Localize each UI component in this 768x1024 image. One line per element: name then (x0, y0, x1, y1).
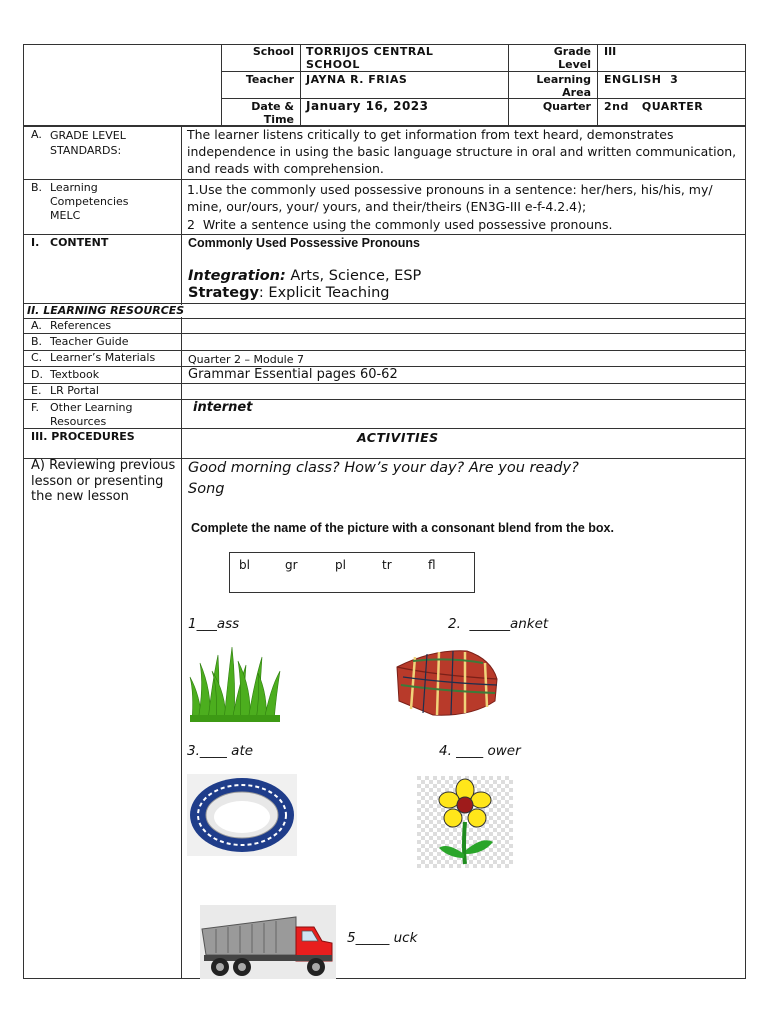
blend-box (229, 552, 475, 593)
content-label: CONTENT (50, 236, 109, 249)
greeting-text: Good morning class? How’s your day? Are you ready? (188, 460, 579, 476)
strategy-line (188, 285, 390, 301)
resource-label-references: References (50, 319, 112, 332)
integration-line (188, 268, 421, 284)
blend-pl: pl (335, 558, 346, 572)
blend-bl: bl (239, 558, 250, 572)
resource-label-teacher-guide: Teacher Guide (50, 335, 129, 348)
date-value: January 16, 2023 (306, 99, 429, 113)
song-text: Song (188, 481, 225, 497)
integration-value: Arts, Science, ESP (285, 268, 422, 284)
resource-letter-f: F. (31, 401, 40, 414)
quarter-label: Quarter (542, 100, 591, 113)
teacher-label: Teacher (245, 73, 294, 86)
competencies-letter: B. (31, 181, 43, 194)
resource-letter-b: B. (31, 335, 43, 348)
competencies-line1: 1.Use the commonly used possessive pronouns in a sentence: her/hers, his/his, my/ mine, our/ours, your/ yours, and their/theirs (EN3G-III e-f-4.2.4); (187, 182, 713, 214)
competencies-line2: 2 Write a sentence using the commonly used possessive pronouns. (187, 217, 613, 232)
resource-value-learners-materials: Quarter 2 – Module 7 (188, 353, 304, 366)
resource-label-lr-portal: LR Portal (50, 384, 99, 397)
grass-picture (188, 643, 283, 723)
instruction-text: Complete the name of the picture with a consonant blend from the box. (191, 521, 614, 535)
flower-picture (417, 776, 513, 868)
plate-picture (187, 774, 297, 856)
school-label: School (252, 45, 294, 58)
item-5-text: 5_____ uck (347, 930, 418, 946)
standards-label: GRADE LEVEL STANDARDS: (50, 129, 126, 157)
quarter-value: 2nd QUARTER (604, 100, 704, 113)
review-label: A) Reviewing previous lesson or presenting the new lesson (31, 458, 176, 504)
grade-value: III (604, 45, 617, 58)
item-3-text: 3.____ ate (187, 743, 254, 759)
resource-value-internet: internet (193, 400, 253, 415)
resource-label-textbook: Textbook (50, 368, 100, 381)
school-value: TORRIJOS CENTRAL SCHOOL (306, 45, 434, 71)
date-label: Date & Time (251, 100, 294, 126)
resource-label-learners-materials: Learner’s Materials (50, 351, 156, 364)
content-letter: I. (31, 236, 40, 249)
blanket-picture (393, 645, 500, 717)
blend-tr: tr (382, 558, 392, 572)
resource-letter-d: D. (31, 368, 43, 381)
integration-label: Integration: (188, 268, 286, 284)
strategy-label: Strategy (188, 285, 259, 301)
area-value: ENGLISH 3 (604, 73, 679, 86)
resources-heading: II. LEARNING RESOURCES (27, 304, 185, 317)
activities-heading: ACTIVITIES (357, 430, 439, 445)
item-2-text: 2. ______anket (448, 616, 549, 632)
truck-picture (200, 905, 336, 979)
strategy-value: : Explicit Teaching (258, 285, 390, 301)
resource-value-textbook: Grammar Essential pages 60-62 (188, 367, 398, 382)
standards-text: The learner listens critically to get information from text heard, demonstrates independence in using the basic language structure in oral and written communication, and reads with comprehension. (187, 127, 737, 176)
teacher-value: JAYNA R. FRIAS (306, 73, 408, 86)
item-4-text: 4. ____ ower (439, 743, 521, 759)
item-1-text: 1___ass (188, 616, 240, 632)
content-title: Commonly Used Possessive Pronouns (188, 236, 421, 250)
area-label: Learning Area (536, 73, 591, 99)
blend-fl: fl (428, 558, 436, 572)
standards-letter: A. (31, 128, 42, 141)
grade-label: Grade Level (553, 45, 591, 71)
competencies-label: Learning Competencies MELC (50, 181, 129, 222)
blend-gr: gr (285, 558, 298, 572)
resource-label-other: Other Learning Resources (50, 401, 133, 428)
resource-letter-e: E. (31, 384, 42, 397)
resource-letter-c: C. (31, 351, 43, 364)
procedures-label: III. PROCEDURES (31, 430, 135, 443)
resource-letter-a: A. (31, 319, 42, 332)
